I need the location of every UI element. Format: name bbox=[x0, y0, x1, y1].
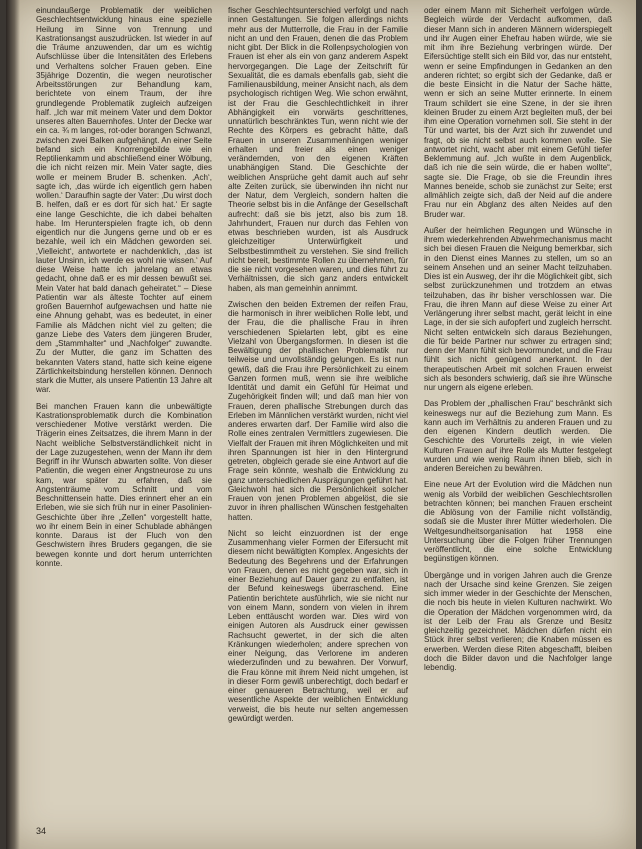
paragraph: Nicht so leicht einzuordnen ist der enge Zusammenhang vieler Formen der Eifersucht mit diesem nicht bewältigten Komplex. Angesichts der Bedeutung des Begehrens und der Erfahrungen von Frauen, denen es nicht gegeben war, sich in einer Beziehung auf Dauer ganz zu entfalten, ist der Befund keineswegs überraschend. Eine Patientin berichtete ausführlich, wie sie nicht nur von einem Mann, sondern von vielen in ihrem Leben enttäuscht worden war. Dies wird von einigen Autoren als Ausdruck einer gewissen Rachsucht gewertet, in der sich die alten Kränkungen wiederholen; andere sprechen von einer Neigung, das Verlorene im anderen wiederzufinden und zu bewahren. Der Vorwurf, die Frau könne mit ihrem Neid nicht umgehen, ist in dieser Form gewiß unberechtigt, doch bedarf er einer genaueren Betrachtung, weil er auf wesentliche Aspekte der weiblichen Entwicklung verweist, die bis heute nur selten angemessen gewürdigt werden. bbox=[228, 528, 408, 723]
paragraph: Bei manchen Frauen kann die unbewältigte Kastrationsproblematik durch die Kombination verschiedener Motive verstärkt werden. Die Trägerin eines Zeitsatzes, die ihrem Mann in der Nacht weibliche Selbstverständlichkeit nicht in der Lage zuzugestehen, wenn der Mann ihr dem Begriff in ihr Wunsch abwarten sollte. Von dieser Patientin, die wegen einer Angstneurose zu uns kam, war später zu erfahren, daß sie Angstenträume vom Schnitt und vom Beschnittensein hatte. Dies erinnert eher an ein Erleben, wie sie sich früh nur in einer Pasolinien-Geschichte über ihre „Zellen“ vorgestellt hatte, wo ihr einem Bein in einer Schublade abhängen konnte. Daraus ist der Fluch von den Geschwistern ihres Bruders gegangen, die sie bewegen konnte und dort herum unterrichten konnte. bbox=[36, 401, 212, 568]
paragraph: Außer der heimlichen Regungen und Wünsche in ihrem wiederkehrenden Abwehrmechanismus macht sich bei diesen Frauen die Neigung bemerkbar, sich in den Dienst eines Mannes zu stellen, um so an seinem Ansehen und an seiner Macht teilzuhaben. Dies ist ein Ausweg, der ihr die Möglichkeit gibt, sich selbst zurückzunehmen und trotzdem an etwas teilzuhaben, das ihr bisher verschlossen war. Die Frau, die ihren Mann auf diese Weise zu einer Art Verlängerung ihrer selbst macht, gerät leicht in eine Lage, in der sie sich aufopfert und zugleich herrscht. Nicht selten entwickeln sich daraus Beziehungen, die für beide Partner nur schwer zu ertragen sind; denn der Mann fühlt sich bevormundet, und die Frau fühlt sich nicht genügend anerkannt. In der therapeutischen Arbeit mit solchen Frauen erweist sich als besonders schwierig, daß sie ihre Wünsche nur ungern als eigene erleben. bbox=[424, 225, 612, 392]
magazine-page bbox=[6, 0, 636, 849]
paragraph: Zwischen den beiden Extremen der reifen Frau, die harmonisch in ihrer weiblichen Rolle lebt, und der Frau, die die phallische Frau in ihren verschiedenen Spielarten lebt, gibt es eine Vielzahl von Übergangsformen. In diesen ist die Bewältigung der phallischen Problematik nur teilweise und unvollständig gelungen. Es ist nun gewiß, daß die Frau ihre Persönlichkeit zu einem Ganzen formen muß, wenn sie ihre weibliche Identität und damit ein Gefühl für Heimat und Zugehörigkeit finden will; und daß man hier von Frauen, deren phallische Strebungen durch das Erleben im Männlichen verstärkt wurden, nicht viel anderes erwarten darf. Der Familie wird also die Rolle eines zentralen Vermittlers zugewiesen. Die Vielfalt der Frauen mit ihren Möglichkeiten und mit ihren Spannungen ist hier in den Hintergrund getreten, obgleich gerade sie eine Antwort auf die Frage sein könnte, weshalb die Entwicklung zu ganz unterschiedlichen Ausprägungen geführt hat. Gleichwohl hat sich die Persönlichkeit solcher Frauen von jenen Problemen abgelöst, die sie zuvor in ihren phallischen Wünschen festgehalten hatten. bbox=[228, 299, 408, 522]
paragraph: fischer Geschlechtsunterschied verfolgt und nach innen Gestaltungen. Sie folgen allerdings nichts mehr aus der Mutterrolle, die Frau in der Familie nicht an und den Frauen, denen die das Problem nicht gibt. Der Blick in die Rollenpsychologien von Frauen ist eher als ein von ganz anderem Aspekt hervorgegangen. Die Lage der Zeitschrift für Sexualität, die es damals ebenfalls gab, sieht die Familienausbildung, meiner Ansicht nach, als dem psychologisch richtigen Weg. Wie schon erwähnt, ist der Frau die Geschlechtlichkeit in ihrer Abhängigkeit ein vorwärts geschrittenes, unnatürlich beschränktes Tun, wenn nicht wie der Rechte des Körpers es gebracht hätte, daß Frauen in unseren Zusammenhängen weniger erhalten und freier als einen weniger verändernden, von den eigenen Kräften unabhängigen Stand. Die Geschichte der weiblichen Ansprüche geht damit auch auf sehr alte Zeiten zurück, sie überwinden ihn nicht nur der Natur, dem Vergleich, sondern halten die Theorie selbst bis in die Anfänge der Gesellschaft aufrecht: daß sie bis jetzt, also bis zum 18. Jahrhundert, Frauen nur durch das Fehlen von etwas beschrieben wurden, ist als Ausdruck gleichzeitiger Unterwürfigkeit und Selbstbestimmtheit zu verstehen. Sie sind freilich nicht bereit, bestimmte Rollen zu übernehmen, für die sie nicht vorgesehen waren, und dies führt zu Verhältnissen, die sich ganz anders entwickelt haben, als man gemeinhin annimmt. bbox=[228, 6, 408, 293]
text-column-2 bbox=[228, 6, 408, 730]
paragraph: oder einem Mann mit Sicherheit verfolgen würde. Begleich würde der Verdacht aufkommen, daß dieser Mann sich in anderen Männern widerspiegelt und ihr Augen einer Ehefrau haben würde, wie sie mit ihm ihre Beziehung verbringen würde. Der Eifersüchtige stellt sich ein Bild vor, das nur entsteht, wenn er seine Empfindungen in Gedanken an den anderen richtet; so ergibt sich der Gedanke, daß er die beste Einsicht in die Natur der Sache hätte, wenn er sich an seine Mutter erinnerte. In einem Traum schildert sie eine Szene, in der sie ihren kleinen Bruder zu einem Arzt begleiten muß, der bei ihm eine Operation vornehmen soll. Sie steht in der Tür und wartet, bis der Arzt sich ihr zuwendet und fragt, ob sie nicht selbst auch kommen wolle. Sie antwortet nicht, wacht aber mit einem Gefühl tiefer Beklemmung auf. „Ich wußte in dem Augenblick, daß ich nie die sein würde, die er haben wollte“, sagte sie. Die Frage, ob sie die Freundin ihres Mannes beneide, schob sie zunächst zur Seite; erst allmählich zeigte sich, daß der Neid auf die andere Frau nur ein Abglanz des alten Neides auf den Bruder war. bbox=[424, 6, 612, 219]
paragraph: Übergänge und in vorigen Jahren auch die Grenze nach der Ursache sind keine Grenzen. Sie zeigen sich immer wieder in der Geschichte der Menschen, die noch bis heute in vielen Kulturen nachwirkt. Wo die Operation der Mädchen vorgenommen wird, da ist der Leib der Frau als Grenze und Besitz gleichzeitig gezeichnet. Mädchen dürfen nicht ein Stück ihrer selbst verlieren; die Knaben müssen es erwerben. Werden diese Riten abgeschafft, bleiben doch die Bilder davon und die Nachfolger lange lebendig. bbox=[424, 570, 612, 672]
page-number: 34 bbox=[36, 826, 47, 836]
text-column-3 bbox=[424, 6, 612, 679]
page-binding-shadow bbox=[6, 0, 20, 849]
paragraph: Das Problem der „phallischen Frau“ beschränkt sich keineswegs nur auf die Beziehung zum Mann. Es kann auch im Verhältnis zu anderen Frauen und zu den eigenen Kindern deutlich werden. Die Geschichte des Vorurteils zeigt, in wie vielen Kulturen Frauen auf ihre Rolle als Mutter festgelegt wurden und wie wenig Raum ihnen blieb, sich in anderen Bereichen zu bewähren. bbox=[424, 399, 612, 473]
paragraph: einundaußerge Problematik der weiblichen Geschlechtsentwicklung hinaus eine spezielle Heilung im Sinne von Trennung und Kastrationsangst auszudrücken. Ist wieder in auf die Träume anzuwenden, dar um es wichtig Aufschlüsse über die Intensitäten des Erlebens und Verhaltens solcher Frauen geben. Eine 35jährige Dozentin, die wegen neurotischer Arbeitsstörungen zur Behandlung kam, berichtete von einem Traum, der ihre grundlegende Problematik zugleich aufzeigen half. „Ich war mit meinem Vater und dem Doktor unseres alten Bauernhofes. Unter der Decke war ein ca. ¾ m langes, rot-oder borangen Schwanzl, zwischen zwei Balken aufgehängt. An einer Seite befand sich ein Knorrengebilde wie ein Reptilienkamm und abschließend einer Wölbung, die ich nicht reizen mir. Mein Vater sagte, dies wolle er meinem Bruder B. schenken. ‚Ach‘, sagte ich, ‚das würde ich eigentlich gern haben wollen.‘ Daraufhin sagte der Vater: ‚Du wirst doch B. helfen, daß er es dort für sich hat.‘ Er sagte eine lange Geschichte, die ich dabei behalten habe. Im Herunterspielen fragte ich, ob denn eigentlich nur die Jungens gerne und ob er es bezahle, weil ich ein Mädchen geworden sei. ‚Vielleicht‘, antwortete er nachdenklich, ‚das ist lauter Unsinn, ich werde es wohl nie wissen.‘ Auf diese Weise hatte ich jahrelang an etwas gedacht, ohne daß er es mir dessen bewußt sei. Mein Vater hat bald danach geheiratet.“ – Diese Patientin war als älteste Tochter auf einem großen Bauernhof aufgewachsen und hatte nie eine Ahnung gehabt, was es bedeutet, in einer Familie als Mädchen nicht viel zu gelten; die ganze Liebe des Vaters dem jüngeren Bruder, dem „Stammhalter“ und „Nachfolger“ zuwandte. Zu der Mutter, die ganz im Schatten des bekannten Vaters stand, hatte sich keine eigene Zärtlichkeitsbindung herstellen können. Dennoch stark die Mutter, als unsere Patientin 13 Jahre alt war. bbox=[36, 6, 212, 395]
text-column-1 bbox=[36, 6, 212, 575]
paragraph: Eine neue Art der Evolution wird die Mädchen nun wenig als Vorbild der weiblichen Geschlechtsrollen betrachten können; bei manchen Frauen erscheint die Ablösung von der Familie nicht vollständig, sodaß sie die Muster ihrer Mütter wiederholen. Die Weltgesundheitsorganisation hat 1958 eine Untersuchung über die Folgen früher Trennungen veröffentlicht, die eine solche Entwicklung begünstigen können. bbox=[424, 480, 612, 564]
